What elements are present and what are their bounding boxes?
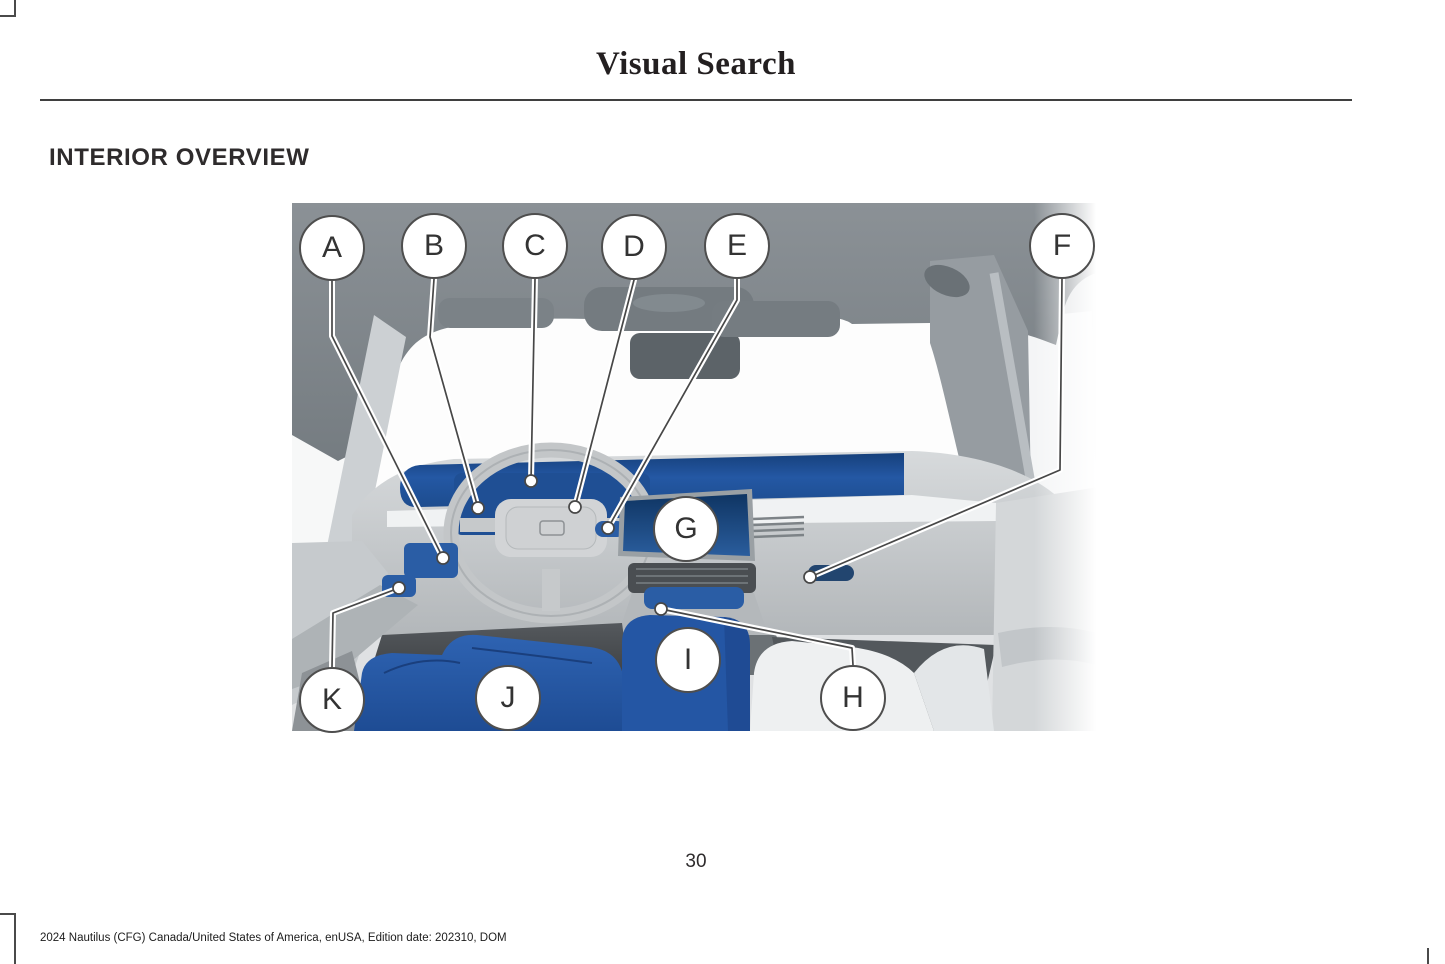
title-rule	[40, 99, 1352, 101]
page-number: 30	[685, 851, 707, 872]
callout-f: F	[1029, 213, 1095, 279]
callout-c: C	[502, 213, 568, 279]
interior-overview-figure	[292, 203, 1112, 731]
callout-b: B	[401, 213, 467, 279]
armrest-shade	[724, 617, 750, 731]
callout-e: E	[704, 213, 770, 279]
section-heading: INTERIOR OVERVIEW	[49, 144, 310, 171]
callout-i: I	[655, 627, 721, 693]
callout-g: G	[653, 496, 719, 562]
callout-k: K	[299, 667, 365, 733]
photo-fade	[1034, 203, 1112, 731]
callout-h: H	[820, 665, 886, 731]
callout-d: D	[601, 214, 667, 280]
left-dash-control	[404, 543, 458, 578]
dome-lamp	[633, 294, 705, 312]
rear-view-mirror	[630, 333, 740, 379]
page-title: Visual Search	[596, 46, 796, 82]
crop-mark-bottom-right-v	[1427, 948, 1429, 964]
crop-mark-bottom-left-v	[14, 913, 16, 964]
footer-text: 2024 Nautilus (CFG) Canada/United States of America, enUSA, Edition date: 202310, DOM	[40, 932, 507, 944]
crop-mark-top-left-h	[0, 15, 16, 17]
callout-j: J	[475, 665, 541, 731]
crop-mark-bottom-left-h	[0, 913, 15, 915]
crop-mark-top-left-v	[14, 0, 16, 16]
callout-a: A	[299, 215, 365, 281]
